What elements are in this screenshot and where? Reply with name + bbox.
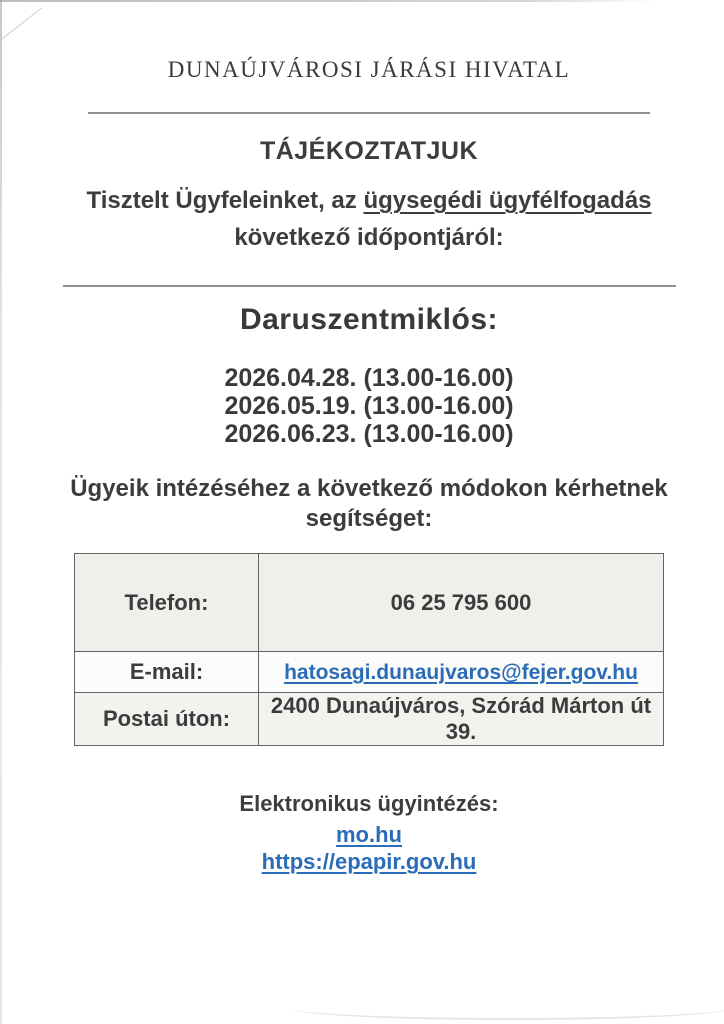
office-name-heading: DUNAÚJVÁROSI JÁRÁSI HIVATAL <box>167 57 571 82</box>
contact-table <box>74 553 664 746</box>
document-content <box>7 0 724 875</box>
divider-line-top <box>88 112 650 114</box>
footer-link-row <box>7 821 724 848</box>
email-label-cell: E-mail: <box>75 652 259 693</box>
footer-link-row <box>7 848 724 875</box>
session-date: 2026.05.19. (13.00-16.00) <box>224 392 514 420</box>
email-value-cell <box>259 652 664 693</box>
epapir-link[interactable]: https://epapir.gov.hu <box>261 849 477 874</box>
announcement-line-2: következő időpontjáról: <box>234 224 504 251</box>
announcement-title: TÁJÉKOZTATJUK <box>259 137 479 165</box>
session-dates-list <box>7 364 724 448</box>
underlined-phrase: ügysegédi ügyfélfogadás <box>363 187 652 214</box>
postal-value-cell: 2400 Dunaújváros, Szórád Márton út 39. <box>259 693 664 746</box>
phone-value-cell: 06 25 795 600 <box>259 554 664 652</box>
postal-label-cell: Postai úton: <box>75 693 259 746</box>
table-row-email <box>75 652 664 693</box>
session-date: 2026.04.28. (13.00-16.00) <box>224 364 514 392</box>
announcement-line-1-prefix: Tisztelt Ügyfeleinket, az <box>86 187 364 214</box>
divider-line-middle <box>63 285 676 287</box>
table-row-phone <box>75 554 664 652</box>
table-row-postal <box>75 693 664 746</box>
scan-artifact-bottom-shadow <box>290 1008 724 1020</box>
location-heading: Daruszentmiklós: <box>239 303 499 336</box>
mo-hu-link[interactable]: mo.hu <box>336 822 402 847</box>
scan-artifact-left-edge <box>0 0 2 1024</box>
email-link[interactable]: hatosagi.dunaujvaros@fejer.gov.hu <box>284 661 638 684</box>
phone-label-cell: Telefon: <box>75 554 259 652</box>
session-date: 2026.06.23. (13.00-16.00) <box>224 420 514 448</box>
announcement-line-1 <box>7 187 724 215</box>
e-administration-heading: Elektronikus ügyintézés: <box>239 791 499 816</box>
help-text: Ügyeik intézéséhez a következő módokon kérhetnek segítséget: <box>70 475 668 532</box>
